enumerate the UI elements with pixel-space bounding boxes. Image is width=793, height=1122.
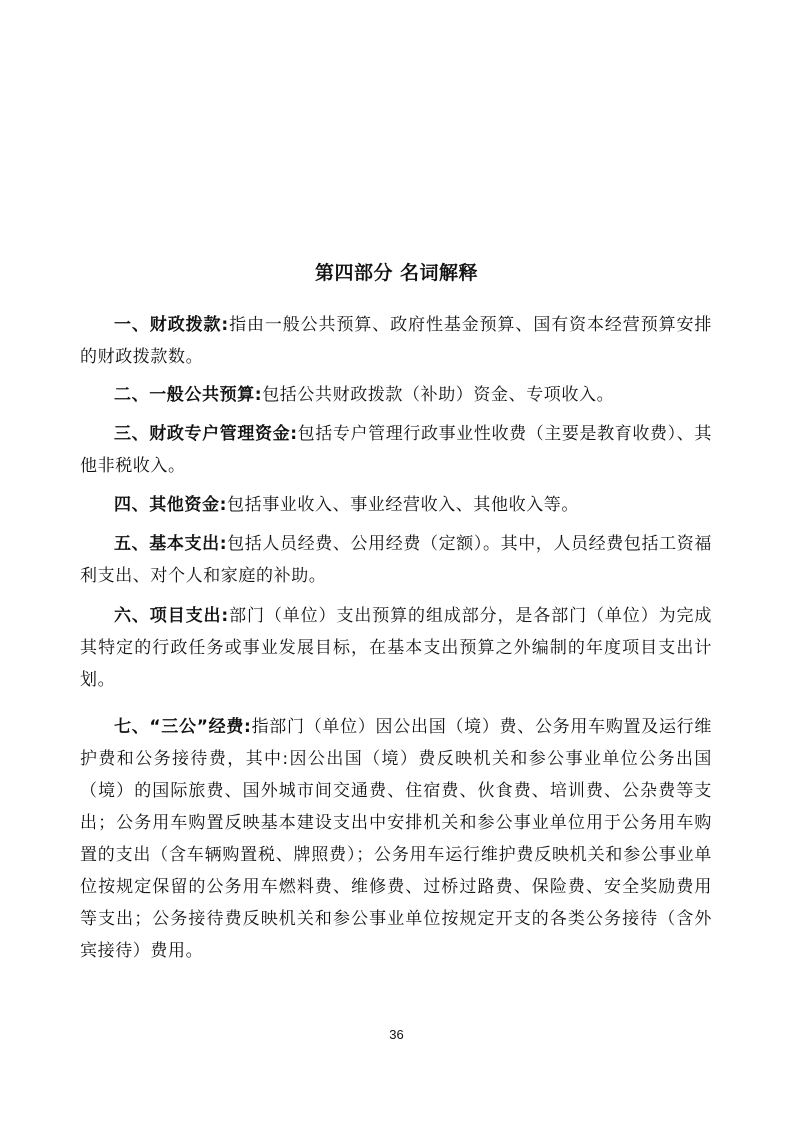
definition-fiscal-appropriation [80,309,712,373]
term-description: 指部门（单位）因公出国（境）费、公务用车购置及运行维护费和公务接待费，其中:因公出国（境）费反映机关和参公事业单位公务出国（境）的国际旅费、国外城市间交通费、住宿费、伙食费、培训费、公杂费等支出；公务用车购置反映基本建设支出中安排机关和参公事业单位用于公务用车购置的支出（含车辆购置税、牌照费）；公务用车运行维护费反映机关和参公事业单位按规定保留的公务用车燃料费、维修费、过桥过路费、保险费、安全奖励费用等支出；公务接待费反映机关和参公事业单位按规定开支的各类公务接待（含外宾接待）费用。 [80,717,712,961]
term-label: 五、基本支出: [114,534,228,554]
definition-special-account-funds [80,418,712,482]
term-description: 包括事业收入、事业经营收入、其他收入等。 [227,495,579,515]
term-description: 包括公共财政拨款（补助）资金、专项收入。 [262,385,615,405]
term-label: 一、财政拨款: [114,315,229,335]
definition-other-funds [80,489,712,521]
term-label: 三、财政专户管理资金: [114,424,298,444]
term-description: 部门（单位）支出预算的组成部分，是各部门（单位）为完成其特定的行政任务或事业发展目标，在基本支出预算之外编制的年度项目支出计划。 [80,606,712,690]
term-label: 二、一般公共预算: [114,385,263,405]
term-label: 四、其他资金: [114,495,227,515]
definition-three-public-expenses [80,711,712,967]
term-label: 六、项目支出: [114,606,229,626]
definition-basic-expenditure [80,528,712,592]
term-description: 包括专户管理行政事业性收费（主要是教育收费）、其他非税收入。 [80,424,712,476]
term-description: 指由一般公共预算、政府性基金预算、国有资本经营预算安排的财政拨款数。 [80,315,712,367]
definition-general-public-budget [80,379,712,411]
page-title: 第四部分 名词解释 [314,262,479,284]
term-description: 包括人员经费、公用经费（定额）。其中，人员经费包括工资福利支出、对个人和家庭的补助。 [80,534,712,586]
page-number: 36 [389,1027,404,1042]
term-label: 七、“三公”经费: [114,717,252,737]
definition-project-expenditure [80,600,712,696]
